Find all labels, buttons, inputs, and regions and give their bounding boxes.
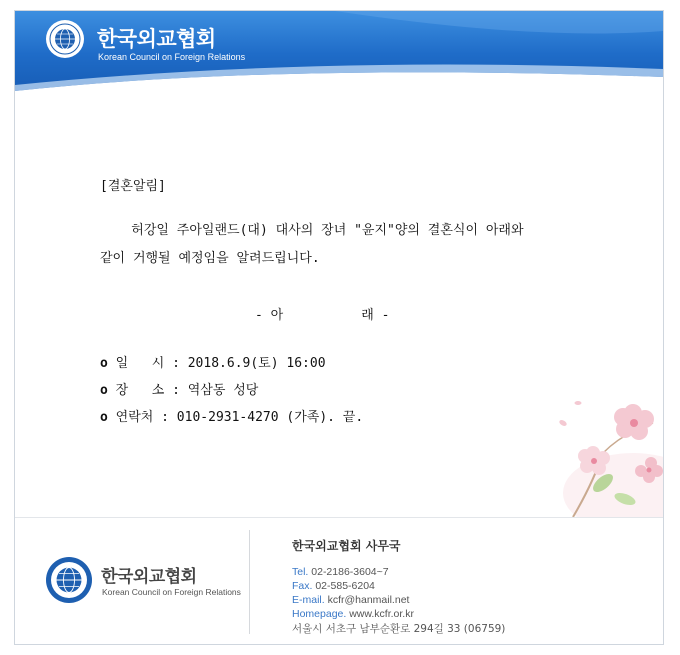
notice-paragraph-line-2: 같이 거행될 예정임을 알려드립니다. (100, 251, 320, 266)
notice-body (15, 107, 663, 517)
center-title-right: 래 - (361, 308, 390, 323)
header-org-name-ko: 한국외교협회 (97, 27, 216, 51)
kcfr-globe-logo-icon (45, 19, 85, 59)
kcfr-globe-logo-icon (45, 556, 93, 604)
notice-center-title (255, 304, 389, 323)
footer-org-name-en: Korean Council on Foreign Relations (102, 587, 241, 597)
footer (15, 517, 663, 645)
contact-value[interactable]: www.kcfr.or.kr (346, 608, 414, 620)
contact-fax (292, 580, 375, 592)
detail-bullet: o (100, 356, 108, 371)
contact-label: E-mail. (292, 594, 325, 606)
detail-text: 장 소 : 역삼동 성당 (107, 383, 259, 398)
detail-bullet: o (100, 410, 108, 425)
center-title-left: - 아 (255, 308, 284, 323)
contact-email (292, 594, 409, 606)
contact-label: Homepage. (292, 608, 347, 620)
contact-homepage (292, 608, 414, 620)
footer-address: 서울시 서초구 남부순환로 294길 33 (06759) (292, 623, 506, 635)
detail-text: 일 시 : 2018.6.9(토) 16:00 (107, 356, 326, 371)
detail-text: 연락처 : 010-2931-4270 (가족). 끝. (107, 410, 364, 425)
notice-paragraph-line-1: 허강일 주아일랜드(대) 대사의 장녀 "윤지"양의 결혼식이 아래와 (100, 223, 524, 238)
header-org-name-en: Korean Council on Foreign Relations (98, 52, 246, 62)
detail-place (100, 379, 258, 398)
contact-label: Fax. (292, 580, 313, 592)
email-frame (14, 10, 664, 645)
contact-tel (292, 566, 389, 578)
contact-label: Tel. (292, 566, 309, 578)
footer-divider (249, 530, 250, 634)
contact-value: 02-2186-3604~7 (308, 566, 389, 578)
detail-contact (100, 406, 363, 425)
notice-heading: [결혼알림] (100, 179, 166, 194)
contact-value[interactable]: kcfr@hanmail.net (324, 594, 410, 606)
contact-value: 02-585-6204 (312, 580, 375, 592)
header-banner (15, 11, 663, 107)
cherry-blossom-decoration-icon (533, 383, 663, 517)
detail-bullet: o (100, 383, 108, 398)
footer-org-name-ko: 한국외교협회 (101, 567, 197, 587)
footer-office-name: 한국외교협회 사무국 (292, 539, 401, 553)
detail-date (100, 352, 326, 371)
